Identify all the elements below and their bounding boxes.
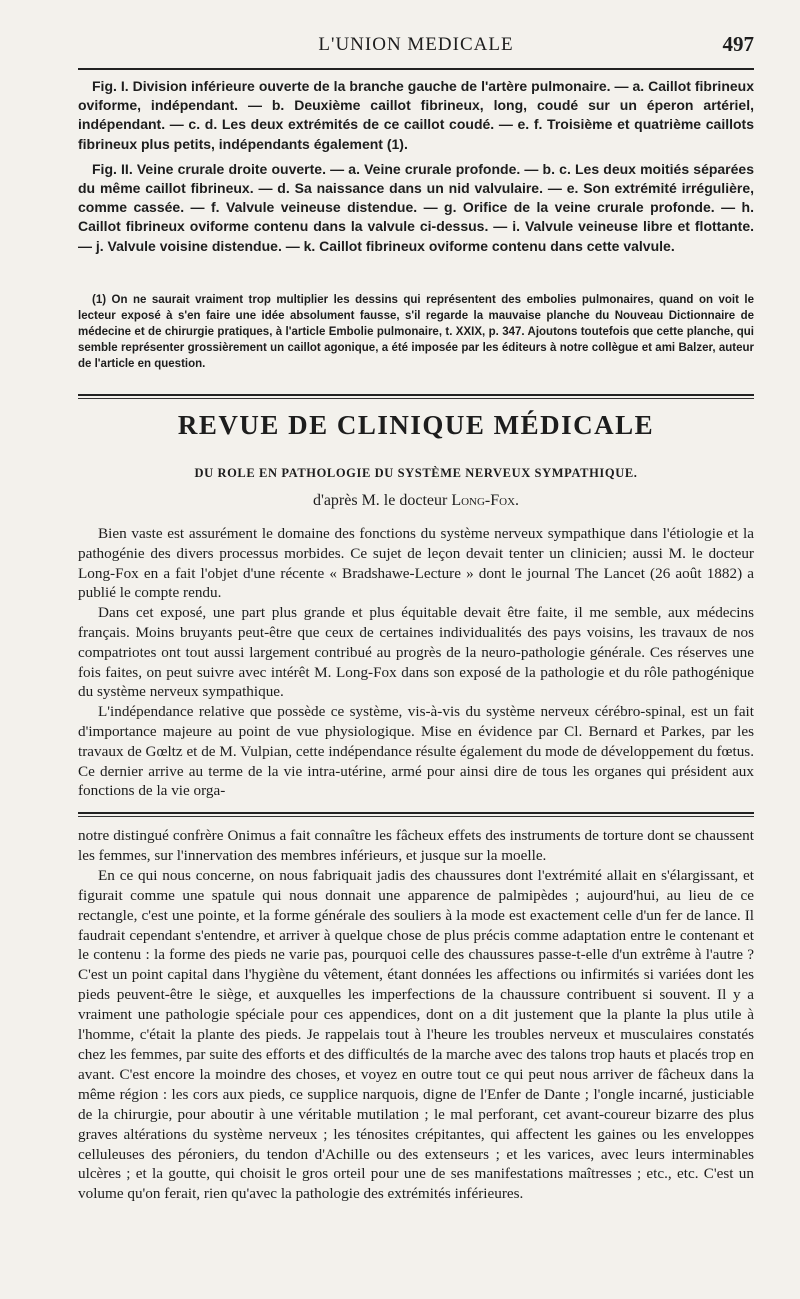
figure-caption-1: Fig. I. Division inférieure ouverte de la branche gauche de l'artère pulmonaire. — a. Caillot fibrineux oviforme, indépendant. — b. Deuxième caillot fibrineux, long, coudé sur un éperon artériel, indépendant. — c. d. Les deux extrémités de ce caillot coudé. — e. f. Troisième et quatrième caillots fibrineux plus petits, indépendants également (1). — [78, 78, 754, 152]
figure-captions — [78, 77, 754, 262]
article-paragraph: L'indépendance relative que possède ce système, vis-à-vis du système nerveux cérébro-spinal, est un fait d'importance majeure au point de vue physiologique. Mise en évidence par Cl. Bernard et Parkes, par les travaux de Gœltz et de M. Vulpian, cette indépendance résulte également du mode de développement du fœtus. Ce dernier arrive au terme de la vie intra-utérine, armé pour ainsi dire de tous les organes qui président aux fonctions de la vie orga- — [78, 703, 754, 800]
section-rule-top — [78, 394, 754, 396]
feuilleton-rule — [78, 812, 754, 814]
feuilleton-paragraph: En ce qui nous concerne, on nous fabriquait jadis des chaussures dont l'extrémité allait en s'élargissant, et figurait comme une spatule qui nous donnait une apparence de palmipèdes ; aujourd'hui, au lieu de ce rectangle, c'est une pointe, et la forme générale des souliers à la mode est exactement celle d'un fer de lance. Il faudrait cependant s'entendre, et arriver à quelque chose de plus précis comme adaptation entre le contenant et le contenu : la forme des pieds ne varie pas, pourquoi celle des chaussures passe-t-elle d'un extrême à l'autre ? C'est un point capital dans l'hygiène du vêtement, étant données les affections ou infirmités si variées dont les pieds peuvent-être le siège, et auxquelles les imperfections de la chaussure contribuent si souvent. Il y a vraiment une pathologie spéciale pour ces appendices, dont on a dit justement que la plante la plus utile à l'homme, c'était la plante des pieds. Je rappelais tout à l'heure les troubles nerveux et musculaires constatés chez les femmes, par suite des efforts et des difficultés de la marche avec des talons trop hauts et placés trop en avant. C'est encore la moindre des choses, et voyez en outre tout ce qui peut nous arriver de fâcheux dans la même région : les cors aux pieds, ce supplice narquois, digne de l'Enfer de Dante ; l'ongle incarné, justiciable de la chirurgie, pour aboutir à une véritable mutilation ; le mal perforant, cet avant-coureur bizarre des plus graves altérations du système nerveux ; les ténosites crépitantes, qui affectent les gaines ou les enveloppes celluleuses des péroniers, du tendon d'Achille ou des extenseurs ; et les varices, avec leurs interminables ulcères ; et la goutte, qui choisit le gros orteil pour une de ses manifestations maîtresses ; etc., etc. C'est un volume qu'on ferait, rien qu'avec la pathologie des extrémités inférieures. — [78, 866, 754, 1203]
feuilleton-body — [78, 826, 754, 1204]
section-title: REVUE DE CLINIQUE MÉDICALE — [177, 410, 655, 440]
figure-caption-2: Fig. II. Veine crurale droite ouverte. — a. Veine crurale profonde. — b. c. Les deux moitiés séparées du même caillot fibrineux. — d. Sa naissance dans un nid valvulaire. — e. Son extrémité irrégulière, comme cassée. — f. Valvule veineuse distendue. — g. Orifice de la veine crurale profonde. — h. Caillot fibrineux oviforme contenu dans la valvule ci-dessus. — i. Valvule veineuse libre et flottante. — j. Valvule voisine distendue. — k. Caillot fibrineux oviforme contenu dans cette valvule. — [78, 160, 754, 254]
feuilleton-rule-thin — [78, 816, 754, 817]
running-title: L'UNION MEDICALE — [318, 34, 514, 55]
article-body — [78, 524, 754, 801]
article-paragraph: Dans cet exposé, une part plus grande et plus équitable devait être faite, il me semble, aux médecins français. Moins bruyants peut-être que ceux de certaines individualités des pays voisins, les travaux de nos compatriotes ont tout aussi largement contribué au progrès de la neuro-pathologie générale. Ces réserves une fois faites, on peut suivre avec intérêt M. Long-Fox dans son exposé de la pathologie et du rôle pathogénique du système nerveux sympathique. — [78, 604, 754, 701]
author-prefix: d'après M. le docteur — [312, 492, 452, 509]
article-author — [78, 492, 754, 510]
author-name: Long-Fox. — [451, 492, 520, 509]
feuilleton-paragraph: notre distingué confrère Onimus a fait connaître les fâcheux effets des instruments de torture dont se chaussent les femmes, sur l'innervation des membres inférieurs, et jusque sur la moelle. — [78, 827, 754, 864]
section-rule-top-thin — [78, 398, 754, 399]
article-subtitle: DU ROLE EN PATHOLOGIE DU SYSTÈME NERVEUX SYMPATHIQUE. — [194, 466, 638, 480]
page-number: 497 — [722, 32, 754, 56]
page-header — [78, 28, 754, 64]
footnote — [78, 292, 754, 372]
footnote-text: (1) On ne saurait vraiment trop multiplier les dessins qui représentent des embolies pulmonaires, quand on voit le lecteur exposé à s'en faire une idée absolument fausse, s'il regarde la mauvaise planche du Nouveau Dictionnaire de médecine et de chirurgie pratiques, à l'article Embolie pulmonaire, t. XXIX, p. 347. Ajoutons toutefois que cette planche, qui semble représenter grossièrement un caillot agonique, a été imposée par les éditeurs à notre collègue et ami Balzer, auteur de l'article en question. — [78, 294, 754, 370]
header-rule — [78, 68, 754, 70]
article-paragraph: Bien vaste est assurément le domaine des fonctions du système nerveux sympathique dans l'étiologie et la pathogénie des divers processus morbides. Ce sujet de leçon devait tenter un clinicien; aussi M. le docteur Long-Fox en a fait l'objet d'une récente « Bradshawe-Lecture » dont le journal The Lancet (26 août 1882) a publié le compte rendu. — [78, 525, 754, 602]
